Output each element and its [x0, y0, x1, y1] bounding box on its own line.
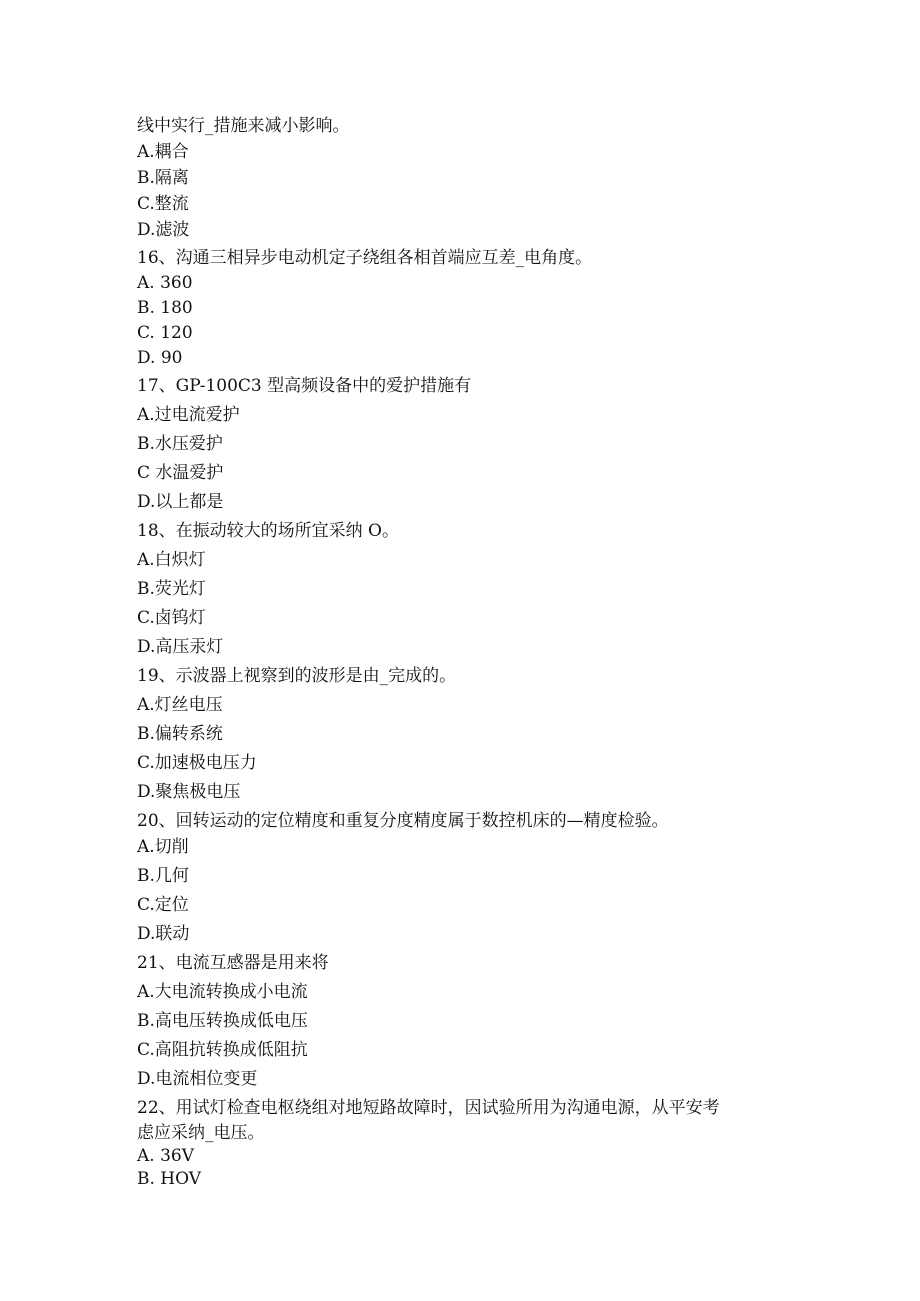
option-a: A. 36V	[137, 1146, 194, 1166]
option-d: D.滤波	[137, 220, 190, 240]
option-a: A.耦合	[137, 142, 189, 162]
option-a: A.白炽灯	[137, 550, 206, 570]
option-c: C.高阻抗转换成低阻抗	[137, 1040, 308, 1060]
question-21: 21、电流互感器是用来将	[137, 953, 329, 973]
option-c: C.加速极电压力	[137, 753, 257, 773]
option-d: D.高压汞灯	[137, 637, 224, 657]
option-b: B.偏转系统	[137, 724, 223, 744]
option-a: A.切削	[137, 837, 189, 857]
option-a: A.灯丝电压	[137, 695, 223, 715]
option-c: C 水温爱护	[137, 463, 224, 483]
option-b: B. 180	[137, 298, 193, 318]
question-15-continuation: 线中实行_措施来减小影响。	[137, 116, 350, 136]
option-c: C.定位	[137, 895, 189, 915]
question-22: 22、用试灯检查电枢绕组对地短路故障时，因试验所用为沟通电源，从平安考	[137, 1098, 720, 1118]
option-a: A.过电流爱护	[137, 405, 240, 425]
option-c: C. 120	[137, 323, 193, 343]
question-19: 19、示波器上视察到的波形是由_完成的。	[137, 666, 457, 686]
option-d: D.电流相位变更	[137, 1069, 258, 1089]
question-22-continuation: 虑应采纳_电压。	[137, 1123, 265, 1143]
option-d: D.聚焦极电压	[137, 782, 241, 802]
option-b: B.高电压转换成低电压	[137, 1011, 308, 1031]
question-18: 18、在振动较大的场所宜采纳 O。	[137, 521, 399, 541]
option-b: B.隔离	[137, 168, 189, 188]
option-b: B.荧光灯	[137, 579, 206, 599]
question-20: 20、回转运动的定位精度和重复分度精度属于数控机床的—精度检验。	[137, 811, 669, 831]
option-b: B.几何	[137, 866, 189, 886]
option-d: D. 90	[137, 348, 183, 368]
option-b: B.水压爱护	[137, 434, 223, 454]
question-16: 16、沟通三相异步电动机定子绕组各相首端应互差_电角度。	[137, 248, 593, 268]
option-d: D.以上都是	[137, 492, 224, 512]
option-c: C.卤钨灯	[137, 608, 206, 628]
option-a: A. 360	[137, 273, 193, 293]
option-d: D.联动	[137, 924, 190, 944]
option-a: A.大电流转换成小电流	[137, 982, 308, 1002]
option-b: B. HOV	[137, 1169, 202, 1189]
option-c: C.整流	[137, 194, 189, 214]
question-17: 17、GP-100C3 型高频设备中的爱护措施有	[137, 376, 472, 396]
